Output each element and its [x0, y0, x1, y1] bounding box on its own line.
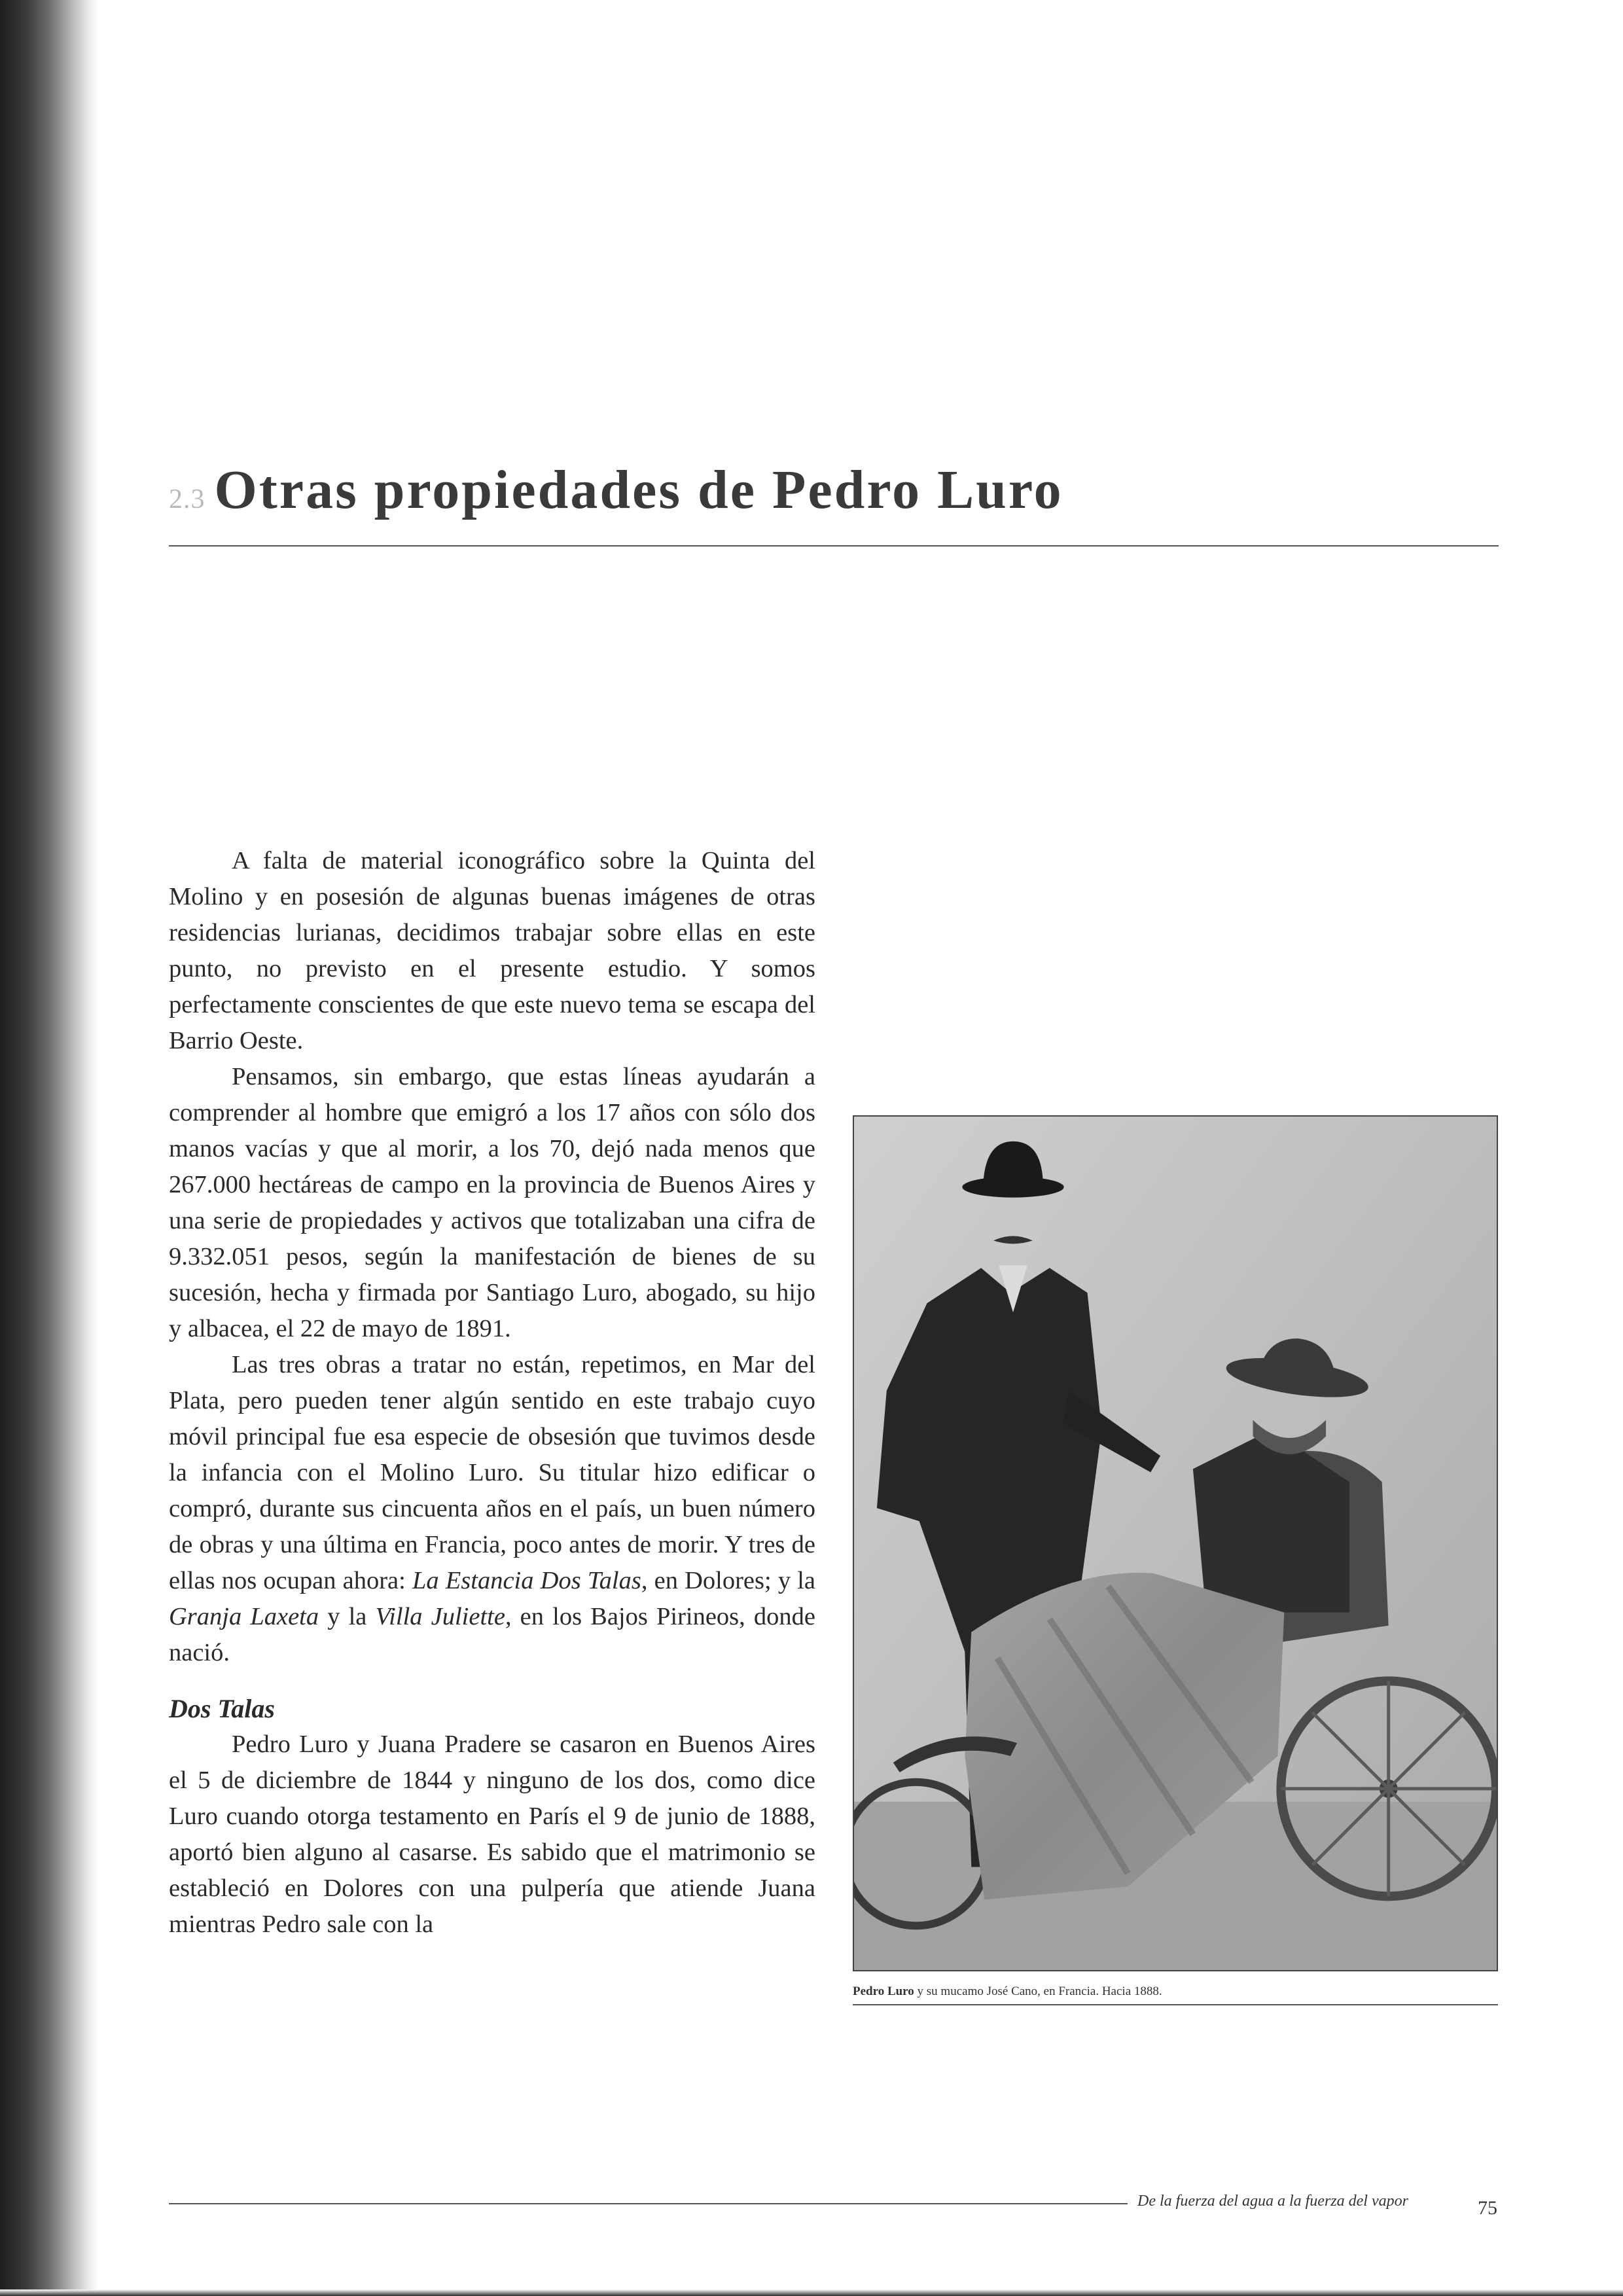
section-heading — [169, 458, 1063, 522]
paragraph-1: A falta de material iconográfico sobre la Quinta del Molino y en posesión de algunas buenas imágenes de otras residencias lurianas, decidimos trabajar sobre ellas en este punto, no previsto en el presente estudio. Y somos perfectamente conscientes de que este nuevo tema se escapa del Barrio Oeste. — [169, 847, 815, 1054]
caption-name: Pedro Luro — [853, 1984, 914, 1998]
section-number: 2.3 — [169, 484, 205, 514]
caption-text: y su mucamo José Cano, en Francia. Hacia 1888. — [914, 1984, 1162, 1998]
paragraph-3-text-c: y la — [319, 1603, 376, 1630]
body-text — [169, 843, 815, 1943]
book-spine-shadow — [0, 0, 98, 2296]
photo-illustration — [854, 1117, 1497, 1970]
subheading-dos-talas: Dos Talas — [169, 1694, 275, 1723]
paragraph-2: Pensamos, sin embargo, que estas líneas ayudarán a comprender al hombre que emigró a los 17 años con sólo dos manos vacías y que al morir, a los 70, dejó nada menos que 267.000 hectáreas de campo en la provincia de Buenos Aires y una serie de propiedades y activos que totalizaban una cifra de 9.332.051 pesos, según la manifestación de bienes de su sucesión, hecha y firmada por Santiago Luro, abogado, su hijo y albacea, el 22 de mayo de 1891. — [169, 1063, 815, 1342]
paragraph-3-text: Las tres obras a tratar no están, repetimos, en Mar del Plata, pero pueden tener algún sentido en este trabajo cuyo móvil principal fue esa especie de obsesión que tuvimos desde la infancia con el Molino Luro. Su titular hizo edificar o compró, durante sus cincuenta años en el país, un buen número de obras y una última en Francia, poco antes de morir. Y tres de ellas nos ocupan ahora: — [169, 1351, 815, 1594]
paragraph-4: Pedro Luro y Juana Pradere se casaron en Buenos Aires el 5 de diciembre de 1844 y ninguno de los dos, como dice Luro cuando otorga testamento en París el 9 de junio de 1888, aportó bien alguno al casarse. Es sabido que el matrimonio se estableció en Dolores con una pulpería que atiende Juana mientras Pedro sale con la — [169, 1731, 815, 1938]
paragraph-3 — [169, 1347, 815, 1671]
historical-photograph — [853, 1115, 1498, 1971]
estancia-dos-talas-italic: La Estancia Dos Talas — [412, 1567, 641, 1594]
caption-divider — [853, 2004, 1498, 2005]
running-footer: De la fuerza del agua a la fuerza del vapor — [1137, 2193, 1408, 2210]
paragraph-3-text-d: , en los Bajos Pirineos, donde nació. — [169, 1603, 815, 1666]
footer-divider — [169, 2203, 1128, 2204]
granja-laxeta-italic: Granja Laxeta — [169, 1603, 319, 1630]
page-number: 75 — [1478, 2197, 1497, 2219]
villa-juliette-italic: Villa Juliette — [375, 1603, 505, 1630]
title-divider — [169, 545, 1499, 547]
photo-caption — [853, 1984, 1498, 1999]
page-bottom-edge — [0, 2289, 1623, 2296]
paragraph-3-text-b: , en Dolores; y la — [641, 1567, 816, 1594]
page-title: Otras propiedades de Pedro Luro — [214, 459, 1063, 520]
